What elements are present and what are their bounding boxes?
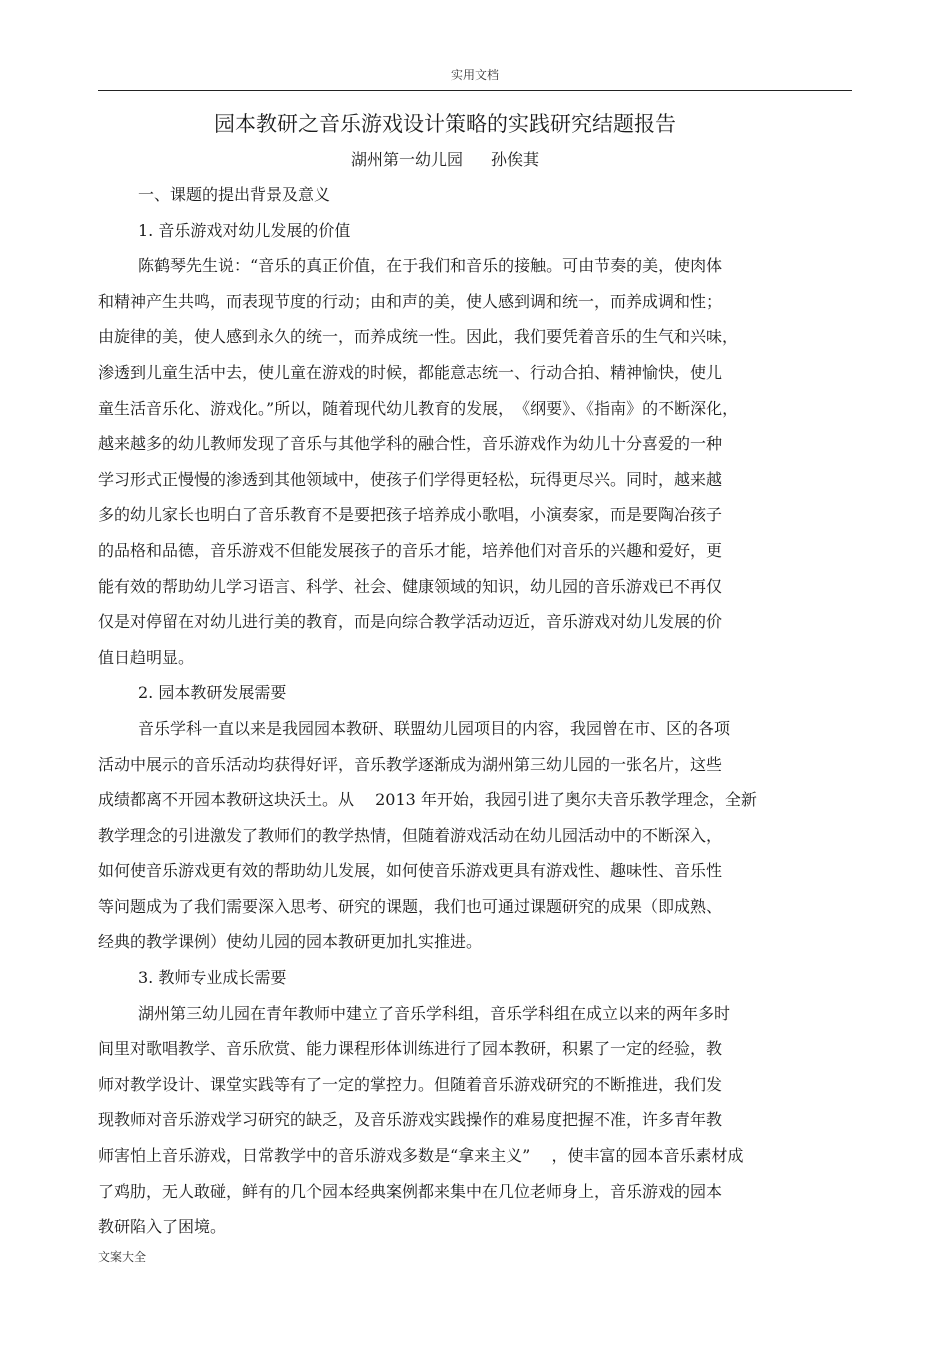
author-name: 孙俟萁 [491,150,540,169]
text-line: 渗透到儿童生活中去，使儿童在游戏的时候，都能意志统一、行动合拍、精神愉快，使儿 [98,362,723,382]
text-line: 现教师对音乐游戏学习研究的缺乏，及音乐游戏实践操作的难易度把握不准，许多青年教 [98,1110,723,1130]
text-line: 活动中展示的音乐活动均获得好评，音乐教学逐渐成为湖州第三幼儿园的一张名片，这些 [98,754,723,774]
document-title: 园本教研之音乐游戏设计策略的实践研究结题报告 [214,112,676,136]
text-line: 师害怕上音乐游戏，日常教学中的音乐游戏多数是“拿来主义” ，使丰富的园本音乐素材成 [98,1146,744,1166]
text-line: 师对教学设计、课堂实践等有了一定的掌控力。但随着音乐游戏研究的不断推进，我们发 [98,1074,723,1094]
text-line: 和精神产生共鸣，而表现节度的行动；由和声的美，使人感到调和统一，而养成调和性； [98,291,723,311]
text-line: 童生活音乐化、游戏化。”所以，随着现代幼儿教育的发展， 《纲要》、《指南》的不断深化， [98,398,739,418]
text-line: 等问题成为了我们需要深入思考、研究的课题，我们也可通过课题研究的成果（即成熟、 [98,896,723,916]
text-line: 一、课题的提出背景及意义 [138,185,331,204]
text-line: 2. 园本教研发展需要 [138,683,287,703]
header-rule [98,90,852,91]
text-line: 湖州第三幼儿园在青年教师中建立了音乐学科组，音乐学科组在成立以来的两年多时 [138,1003,731,1023]
author-school: 湖州第一幼儿园 [350,150,463,169]
page-header: 实用文档 [450,68,499,82]
text-line: 成绩都离不开园本教研这块沃土。从 2013 年开始，我园引进了奥尔夫音乐教学理念，全新 [98,790,757,810]
text-line: 音乐学科一直以来是我园园本教研、联盟幼儿园项目的内容，我园曾在市、区的各项 [138,718,731,738]
text-line: 间里对歌唱教学、音乐欣赏、能力课程形体训练进行了园本教研，积累了一定的经验，教 [98,1039,723,1059]
text-line: 如何使音乐游戏更有效的帮助幼儿发展，如何使音乐游戏更具有游戏性、趣味性、音乐性 [98,861,723,881]
document-body [98,177,850,1245]
text-line: 教学理念的引进激发了教师们的教学热情，但随着游戏活动在幼儿园活动中的不断深入， [98,825,723,845]
text-line: 的品格和品德，音乐游戏不但能发展孩子的音乐才能，培养他们对音乐的兴趣和爱好，更 [98,540,723,560]
text-line: 了鸡肋，无人敢碰，鲜有的几个园本经典案例都来集中在几位老师身上，音乐游戏的园本 [98,1181,723,1201]
text-line: 越来越多的幼儿教师发现了音乐与其他学科的融合性，音乐游戏作为幼儿十分喜爱的一种 [98,434,723,454]
author-line [0,147,890,170]
text-line: 经典的教学课例）使幼儿园的园本教研更加扎实推进。 [98,932,483,952]
text-line: 能有效的帮助幼儿学习语言、科学、社会、健康领域的知识，幼儿园的音乐游戏已不再仅 [98,576,723,596]
text-line: 陈鹤琴先生说：“音乐的真正价值，在于我们和音乐的接触。可由节奏的美，使肉体 [138,256,723,276]
text-line: 3. 教师专业成长需要 [138,968,287,988]
page-footer: 文案大全 [98,1250,147,1264]
text-line: 1. 音乐游戏对幼儿发展的价值 [138,220,351,240]
text-line: 由旋律的美，使人感到永久的统一，而养成统一性。因此，我们要凭着音乐的生气和兴味， [98,327,739,347]
text-line: 多的幼儿家长也明白了音乐教育不是要把孩子培养成小歌唱，小演奏家，而是要陶冶孩子 [98,505,723,525]
text-line: 教研陷入了困境。 [98,1217,227,1237]
text-line: 仅是对停留在对幼儿进行美的教育，而是向综合教学活动迈近，音乐游戏对幼儿发展的价 [98,612,723,632]
text-line: 学习形式正慢慢的渗透到其他领域中，使孩子们学得更轻松，玩得更尽兴。同时，越来越 [98,469,723,489]
text-line: 值日趋明显。 [98,647,195,667]
